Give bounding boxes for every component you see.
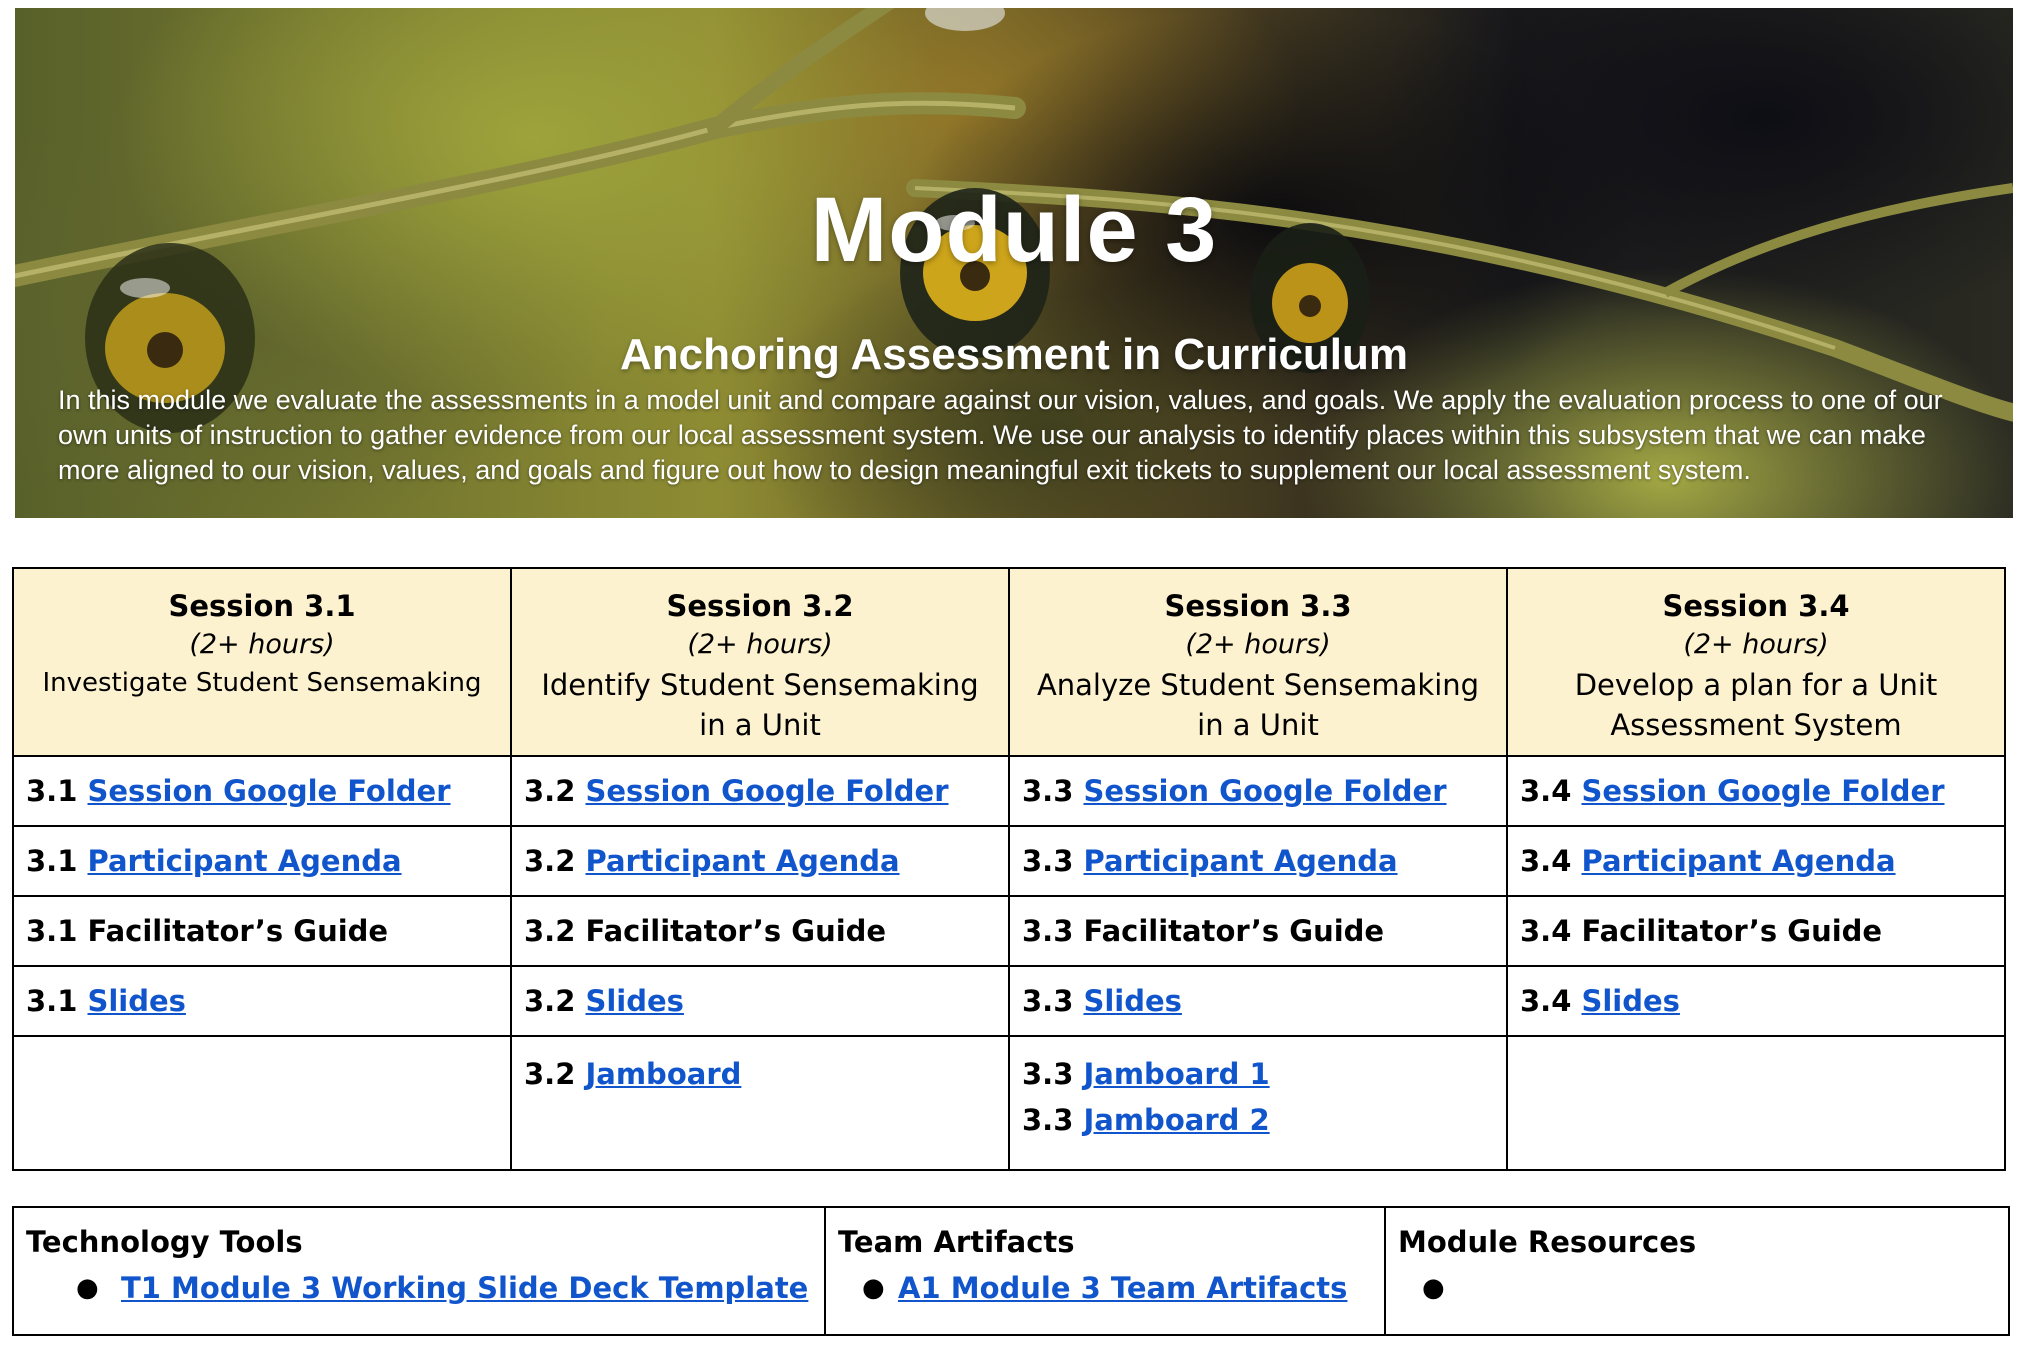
team-artifacts-heading: Team Artifacts bbox=[838, 1225, 1075, 1259]
session-title: Session 3.1 bbox=[168, 589, 356, 623]
bullet-icon: ● bbox=[76, 1273, 99, 1303]
module-resources-heading: Module Resources bbox=[1398, 1225, 1697, 1259]
session-google-folder-link[interactable]: Session Google Folder bbox=[1083, 774, 1447, 808]
team-artifacts-cell bbox=[825, 1207, 1385, 1335]
facilitator-guide-label: Facilitator’s Guide bbox=[585, 914, 887, 948]
session-hours: (2+ hours) bbox=[1683, 629, 1829, 660]
folder-cell bbox=[511, 756, 1009, 826]
agenda-cell bbox=[511, 826, 1009, 896]
module-description: In this module we evaluate the assessments in a model unit and compare against our vision, values, and goals. We apply the evaluation process to one of our own units of instruction to gather evidence from our local assessment system. We use our analysis to identify places within this subsystem that we can make more aligned to our vision, values, and goals and figure out how to design meaningful exit tickets to supplement our local assessment system. bbox=[58, 385, 1943, 485]
session-number: 3.2 bbox=[524, 914, 576, 948]
agenda-cell bbox=[1009, 826, 1507, 896]
jamboard-row bbox=[13, 1036, 2005, 1170]
folder-cell bbox=[13, 756, 511, 826]
technology-tools-list bbox=[26, 1266, 812, 1310]
empty-cell bbox=[1507, 1036, 2005, 1170]
jamboard-cell bbox=[511, 1036, 1009, 1170]
session-header-3-4 bbox=[1507, 568, 2005, 756]
session-number: 3.2 bbox=[524, 844, 576, 878]
session-google-folder-link[interactable]: Session Google Folder bbox=[87, 774, 451, 808]
session-number: 3.4 bbox=[1520, 774, 1572, 808]
session-title: Session 3.3 bbox=[1164, 589, 1352, 623]
sessions-header-row bbox=[13, 568, 2005, 756]
list-item bbox=[26, 1266, 812, 1310]
session-number: 3.1 bbox=[26, 774, 78, 808]
session-description: Analyze Student Sensemaking in a Unit bbox=[1036, 668, 1480, 742]
guide-cell bbox=[511, 896, 1009, 966]
resources-table bbox=[12, 1206, 2010, 1336]
facilitator-guide-label: Facilitator’s Guide bbox=[1581, 914, 1883, 948]
slides-cell bbox=[1009, 966, 1507, 1036]
slides-cell bbox=[13, 966, 511, 1036]
session-number: 3.1 bbox=[26, 844, 78, 878]
slide-deck-template-link[interactable]: T1 Module 3 Working Slide Deck Template bbox=[121, 1271, 809, 1305]
session-number: 3.4 bbox=[1520, 844, 1572, 878]
list-item bbox=[838, 1266, 1372, 1310]
bullet-icon: ● bbox=[862, 1273, 885, 1303]
empty-cell bbox=[13, 1036, 511, 1170]
slides-link[interactable]: Slides bbox=[1581, 984, 1680, 1018]
session-number: 3.2 bbox=[524, 984, 576, 1018]
guide-cell bbox=[1009, 896, 1507, 966]
technology-tools-cell bbox=[13, 1207, 825, 1335]
module-resources-cell bbox=[1385, 1207, 2009, 1335]
jamboard-line bbox=[524, 1051, 996, 1097]
guide-row bbox=[13, 896, 2005, 966]
session-hours: (2+ hours) bbox=[189, 629, 335, 660]
jamboard-link[interactable]: Jamboard bbox=[585, 1057, 742, 1091]
session-number: 3.1 bbox=[26, 984, 78, 1018]
module-subtitle: Anchoring Assessment in Curriculum bbox=[619, 330, 1409, 379]
module-banner bbox=[15, 8, 2013, 518]
session-header-3-2 bbox=[511, 568, 1009, 756]
folder-row bbox=[13, 756, 2005, 826]
technology-tools-heading: Technology Tools bbox=[26, 1225, 303, 1259]
guide-cell bbox=[1507, 896, 2005, 966]
facilitator-guide-label: Facilitator’s Guide bbox=[1083, 914, 1385, 948]
slides-cell bbox=[511, 966, 1009, 1036]
agenda-cell bbox=[1507, 826, 2005, 896]
session-description: Develop a plan for a Unit Assessment System bbox=[1574, 668, 1938, 742]
bullet-icon: ● bbox=[1422, 1273, 1445, 1303]
slides-link[interactable]: Slides bbox=[585, 984, 684, 1018]
participant-agenda-link[interactable]: Participant Agenda bbox=[1581, 844, 1896, 878]
jamboard-2-link[interactable]: Jamboard 2 bbox=[1083, 1103, 1270, 1137]
session-hours: (2+ hours) bbox=[687, 629, 833, 660]
session-number: 3.3 bbox=[1022, 774, 1074, 808]
participant-agenda-link[interactable]: Participant Agenda bbox=[1083, 844, 1398, 878]
session-number: 3.3 bbox=[1022, 1057, 1074, 1091]
resources-row bbox=[13, 1207, 2009, 1335]
session-description: Identify Student Sensemaking in a Unit bbox=[541, 668, 979, 742]
team-artifacts-link[interactable]: A1 Module 3 Team Artifacts bbox=[898, 1271, 1348, 1305]
session-title: Session 3.2 bbox=[666, 589, 854, 623]
agenda-row bbox=[13, 826, 2005, 896]
slides-row bbox=[13, 966, 2005, 1036]
session-number: 3.3 bbox=[1022, 984, 1074, 1018]
jamboard-line bbox=[1022, 1097, 1494, 1143]
agenda-cell bbox=[13, 826, 511, 896]
jamboard-1-link[interactable]: Jamboard 1 bbox=[1083, 1057, 1270, 1091]
folder-cell bbox=[1009, 756, 1507, 826]
jamboard-cell bbox=[1009, 1036, 1507, 1170]
sessions-table bbox=[12, 567, 2006, 1171]
session-number: 3.4 bbox=[1520, 984, 1572, 1018]
water-droplet-top bbox=[925, 8, 1005, 31]
session-hours: (2+ hours) bbox=[1185, 629, 1331, 660]
folder-cell bbox=[1507, 756, 2005, 826]
session-google-folder-link[interactable]: Session Google Folder bbox=[585, 774, 949, 808]
session-number: 3.4 bbox=[1520, 914, 1572, 948]
facilitator-guide-label: Facilitator’s Guide bbox=[87, 914, 389, 948]
team-artifacts-list bbox=[838, 1266, 1372, 1310]
participant-agenda-link[interactable]: Participant Agenda bbox=[87, 844, 402, 878]
session-header-3-1 bbox=[13, 568, 511, 756]
session-number: 3.3 bbox=[1022, 844, 1074, 878]
slides-cell bbox=[1507, 966, 2005, 1036]
jamboard-line bbox=[1022, 1051, 1494, 1097]
participant-agenda-link[interactable]: Participant Agenda bbox=[585, 844, 900, 878]
session-description: Investigate Student Sensemaking bbox=[42, 668, 482, 698]
session-title: Session 3.4 bbox=[1662, 589, 1850, 623]
slides-link[interactable]: Slides bbox=[87, 984, 186, 1018]
guide-cell bbox=[13, 896, 511, 966]
session-header-3-3 bbox=[1009, 568, 1507, 756]
session-number: 3.3 bbox=[1022, 914, 1074, 948]
session-number: 3.1 bbox=[26, 914, 78, 948]
session-number: 3.2 bbox=[524, 1057, 576, 1091]
session-number: 3.3 bbox=[1022, 1103, 1074, 1137]
module-title: Module 3 bbox=[810, 179, 1218, 281]
slides-link[interactable]: Slides bbox=[1083, 984, 1182, 1018]
session-number: 3.2 bbox=[524, 774, 576, 808]
session-google-folder-link[interactable]: Session Google Folder bbox=[1581, 774, 1945, 808]
